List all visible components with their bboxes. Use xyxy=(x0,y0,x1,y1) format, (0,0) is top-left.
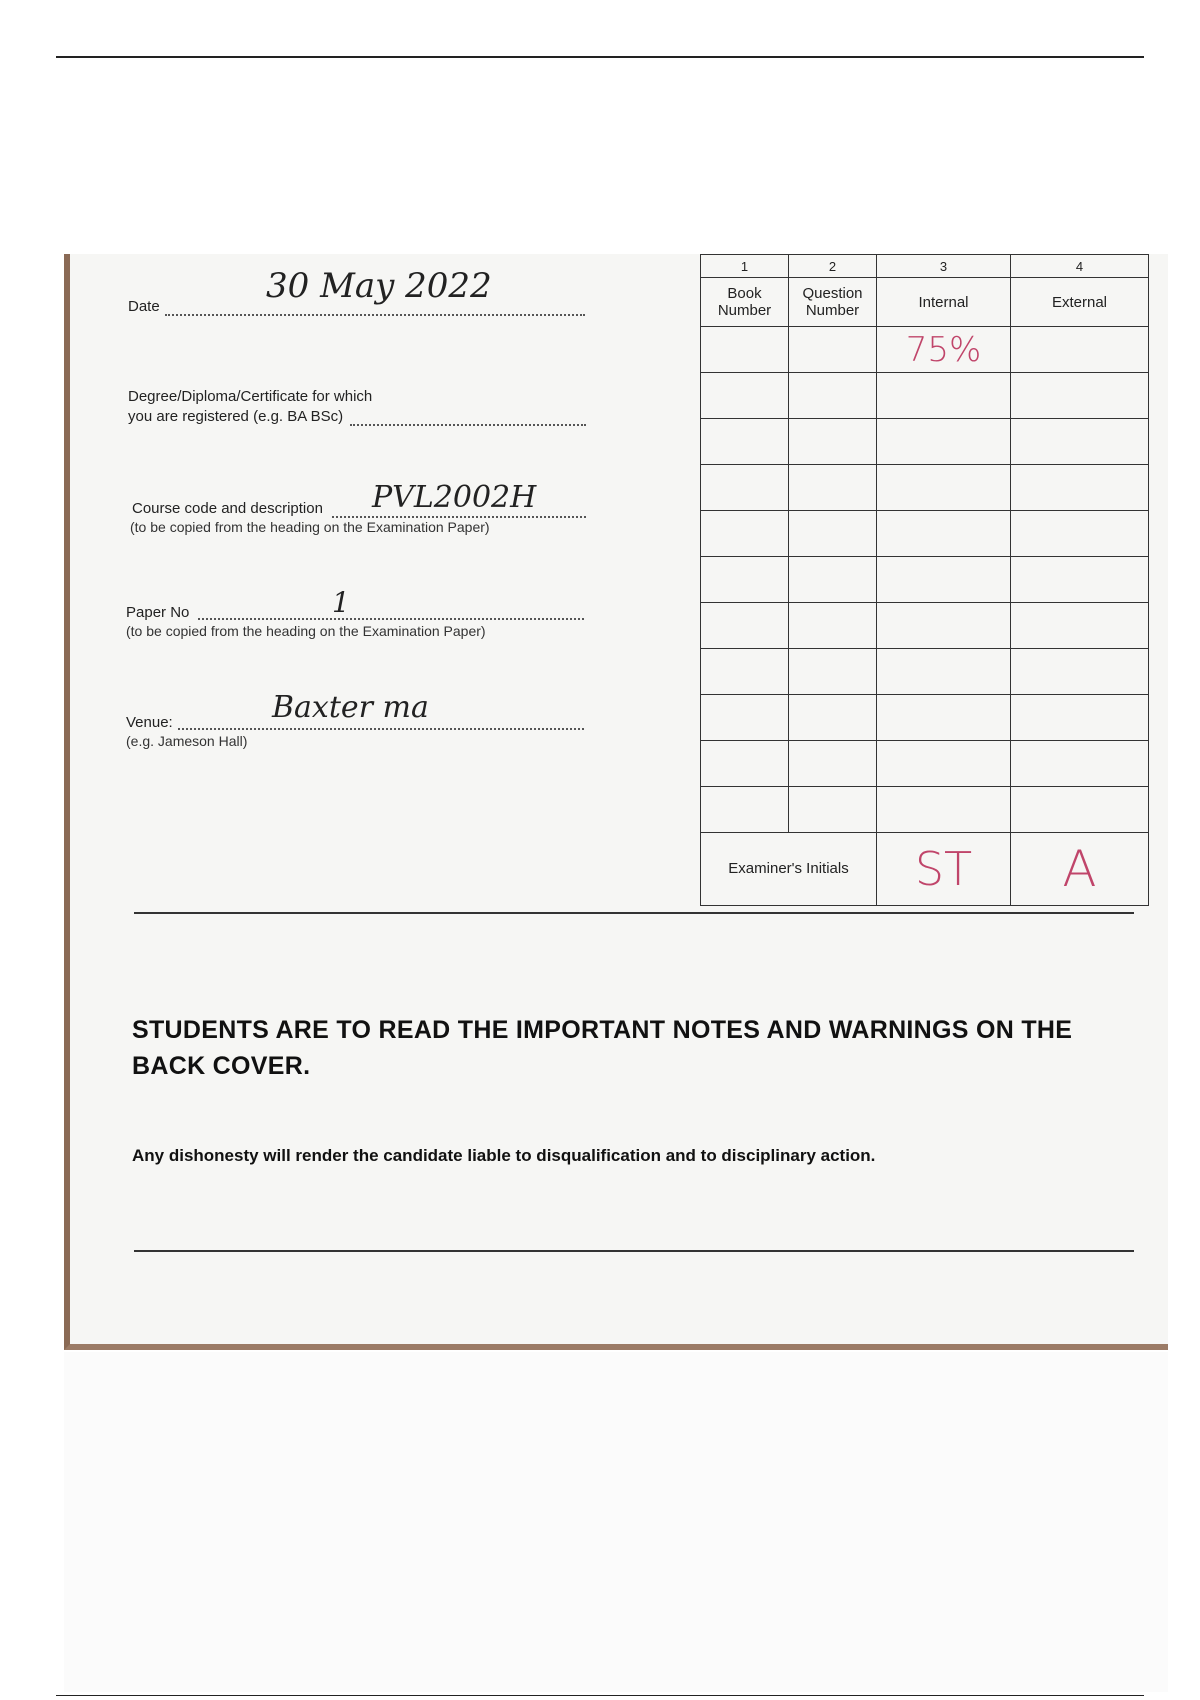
mark-cell xyxy=(701,741,789,787)
column-number-row xyxy=(701,255,1149,278)
mark-row xyxy=(701,787,1149,833)
mark-cell xyxy=(701,373,789,419)
mark-cell xyxy=(877,373,1011,419)
mark-row xyxy=(701,419,1149,465)
top-rule xyxy=(56,56,1144,58)
mark-cell xyxy=(877,787,1011,833)
mark-row xyxy=(701,511,1149,557)
degree-dotted-line xyxy=(350,424,586,426)
mark-cell xyxy=(789,419,877,465)
course-hint: (to be copied from the heading on the Examination Paper) xyxy=(130,519,490,535)
mark-row xyxy=(701,465,1149,511)
mark-cell xyxy=(1011,465,1149,511)
course-label: Course code and description xyxy=(132,500,323,517)
marks-grid xyxy=(700,254,1148,902)
course-value: PVL2002H xyxy=(372,480,537,515)
header-question-number: Question Number xyxy=(789,278,877,327)
dishonesty-notice: Any dishonesty will render the candidate liable to disqualification and to disciplinary action. xyxy=(132,1146,876,1165)
header-row xyxy=(701,278,1149,327)
column-number: 1 xyxy=(701,255,789,278)
examiner-external-initials: A xyxy=(1011,833,1149,906)
mark-cell xyxy=(877,511,1011,557)
column-number: 3 xyxy=(877,255,1011,278)
examiner-internal-initials: ST xyxy=(877,833,1011,906)
paper-dotted-line xyxy=(198,618,584,620)
scan-background xyxy=(64,1352,1168,1692)
column-number: 2 xyxy=(789,255,877,278)
mark-cell xyxy=(789,695,877,741)
venue-value: Baxter ma xyxy=(272,690,429,725)
exam-cover-sheet xyxy=(64,254,1168,1350)
mark-cell xyxy=(1011,787,1149,833)
mark-cell xyxy=(1011,373,1149,419)
separator-line-top xyxy=(134,912,1134,914)
separator-line-bottom xyxy=(134,1250,1134,1252)
mark-cell xyxy=(789,373,877,419)
venue-label: Venue: xyxy=(126,714,173,731)
mark-cell xyxy=(701,695,789,741)
column-number: 4 xyxy=(1011,255,1149,278)
mark-row xyxy=(701,649,1149,695)
mark-cell xyxy=(789,511,877,557)
mark-cell xyxy=(701,511,789,557)
mark-row xyxy=(701,603,1149,649)
mark-cell xyxy=(789,465,877,511)
mark-cell xyxy=(1011,511,1149,557)
mark-cell xyxy=(877,603,1011,649)
date-label: Date xyxy=(128,298,160,315)
mark-cell xyxy=(1011,327,1149,373)
date-value: 30 May 2022 xyxy=(266,266,492,306)
marks-table xyxy=(700,254,1149,906)
header-internal: Internal xyxy=(877,278,1011,327)
mark-row xyxy=(701,557,1149,603)
examiner-row xyxy=(701,833,1149,906)
mark-cell xyxy=(701,327,789,373)
important-notes-warning: STUDENTS ARE TO READ THE IMPORTANT NOTES AND WARNINGS ON THE BACK COVER. xyxy=(132,1016,1073,1080)
mark-cell xyxy=(877,419,1011,465)
mark-cell xyxy=(877,465,1011,511)
date-dotted-line xyxy=(165,314,585,316)
venue-dotted-line xyxy=(178,728,584,730)
header-book-number: Book Number xyxy=(701,278,789,327)
paper-label: Paper No xyxy=(126,604,190,621)
paper-value: 1 xyxy=(332,586,350,619)
paper-hint: (to be copied from the heading on the Examination Paper) xyxy=(126,623,486,639)
examiner-initials-label: Examiner's Initials xyxy=(701,833,877,906)
mark-cell: 75% xyxy=(877,327,1011,373)
mark-cell xyxy=(789,741,877,787)
header-external: External xyxy=(1011,278,1149,327)
mark-cell xyxy=(701,557,789,603)
mark-cell xyxy=(701,465,789,511)
mark-cell xyxy=(1011,741,1149,787)
mark-cell xyxy=(789,603,877,649)
mark-rows xyxy=(701,327,1149,833)
mark-cell xyxy=(877,741,1011,787)
mark-row xyxy=(701,695,1149,741)
bottom-rule xyxy=(56,1695,1144,1696)
mark-cell xyxy=(1011,649,1149,695)
mark-cell xyxy=(1011,557,1149,603)
mark-cell xyxy=(701,603,789,649)
mark-cell xyxy=(1011,695,1149,741)
degree-label-line1: Degree/Diploma/Certificate for which xyxy=(128,388,373,405)
mark-cell xyxy=(789,787,877,833)
mark-cell xyxy=(789,327,877,373)
mark-cell xyxy=(789,649,877,695)
mark-row xyxy=(701,741,1149,787)
mark-cell xyxy=(789,557,877,603)
venue-hint: (e.g. Jameson Hall) xyxy=(126,733,248,749)
mark-row xyxy=(701,327,1149,373)
mark-row xyxy=(701,373,1149,419)
mark-cell xyxy=(877,649,1011,695)
mark-cell xyxy=(1011,419,1149,465)
mark-cell xyxy=(877,557,1011,603)
mark-cell xyxy=(701,649,789,695)
degree-label-line2: you are registered (e.g. BA BSc) xyxy=(128,408,344,425)
mark-cell xyxy=(877,695,1011,741)
mark-cell xyxy=(701,419,789,465)
mark-cell xyxy=(1011,603,1149,649)
mark-cell xyxy=(701,787,789,833)
